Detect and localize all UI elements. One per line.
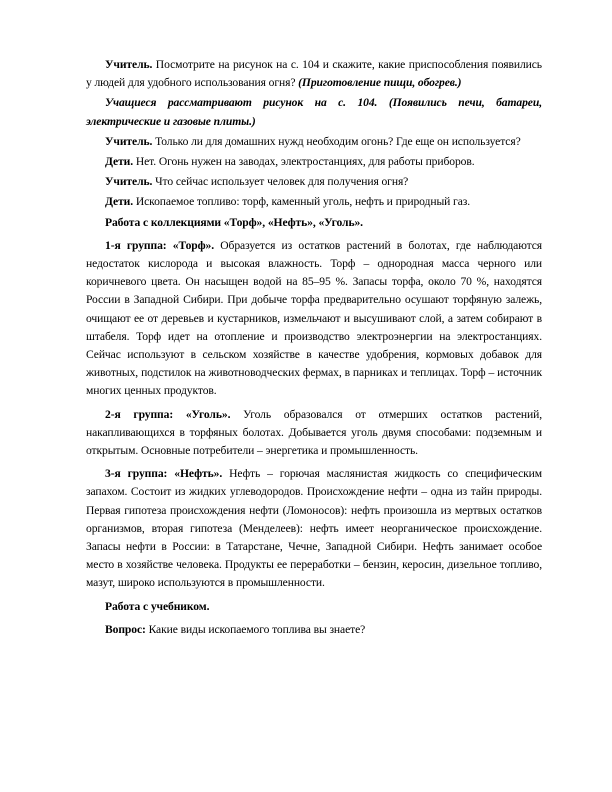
paragraph-text: Учащиеся рассматривают рисунок на с. 104. (Появились печи, батареи, электрические и газовые плиты.) xyxy=(86,96,542,128)
section-heading-collections xyxy=(86,214,542,232)
speaker-label: Учитель. xyxy=(105,134,153,148)
paragraph-text: Нет. Огонь нужен на заводах, электростанциях, для работы приборов. xyxy=(133,155,475,169)
paragraph-text: Только ли для домашних нужд необходим огонь? Где еще он используется? xyxy=(152,134,521,148)
paragraph-group-peat xyxy=(86,237,542,401)
question-label: Вопрос: xyxy=(105,622,146,636)
paragraph-text: Нефть – горючая маслянистая жидкость со специфическим запахом. Состоит из жидких углеводородов. Происхождение нефти – одна из тайн природы. Первая гипотеза происхождения нефти (Ломоносов): нефть произошла из мертвых остатков организмов, вторая гипотеза (Менделеев): нефть имеет неорганическое происхождение. Запасы нефти в России: в Татарстане, Чечне, Западной Сибири. Нефть занимает особое место в хозяйстве человека. Продукты ее переработки – бензин, керосин, дизельное топливо, мазут, широко используются в промышленности. xyxy=(86,467,543,590)
answer-note: (Приготовление пищи, обогрев.) xyxy=(298,76,462,90)
paragraph-students-activity xyxy=(86,94,542,130)
speaker-label: Учитель. xyxy=(105,175,153,189)
speaker-label: Дети. xyxy=(105,195,134,209)
heading-text: Работа с учебником. xyxy=(105,599,210,613)
group-label: 3-я группа: «Нефть». xyxy=(105,467,223,481)
speaker-label: Дети. xyxy=(105,155,134,169)
paragraph-teacher-question-1 xyxy=(86,56,542,92)
heading-text: Работа с коллекциями «Торф», «Нефть», «Уголь». xyxy=(105,215,363,229)
paragraph-children-answer-1 xyxy=(86,153,542,171)
section-heading-textbook xyxy=(86,598,542,616)
group-label: 1-я группа: «Торф». xyxy=(105,238,215,252)
paragraph-text: Что сейчас использует человек для получения огня? xyxy=(152,175,409,189)
paragraph-text: Посмотрите на рисунок на с. 104 и скажите, какие приспособления появились у людей для удобного использования огня? xyxy=(86,58,542,90)
paragraph-text: Ископаемое топливо: торф, каменный уголь, нефть и природный газ. xyxy=(133,195,471,209)
paragraph-group-oil xyxy=(86,465,542,592)
paragraph-children-answer-2 xyxy=(86,193,542,211)
speaker-label: Учитель. xyxy=(105,58,153,71)
paragraph-question xyxy=(86,621,542,639)
paragraph-text: Образуется из остатков растений в болотах, где наблюдаются недостаток кислорода и высокая влажность. Торф – однородная масса черного или коричневого цвета. Он насыщен водой на 85–95 %. Запасы торфа, около 70 %, находятся России в Западной Сибири. При добыче торфа предварительно осушают торфяную залежь, очищают ее от деревьев и кустарников, измельчают и высушивают слой, а затем собирают в штабеля. Торф идет на отопление и производство электроэнергии на электростанциях. Сейчас используют в сельском хозяйстве в качестве удобрения, кормовых добавок для животных, подстилок на животноводческих фермах, в парниках и теплицах. Торф – источник многих ценных продуктов. xyxy=(86,238,542,398)
paragraph-teacher-question-2 xyxy=(86,133,542,151)
paragraph-text: Уголь образовался от отмерших остатков растений, накапливающихся в торфяных болотах. Добывается уголь двумя способами: подземным и открытым. Основные потребители – энергетика и промышленность. xyxy=(86,407,542,458)
paragraph-group-coal xyxy=(86,406,542,461)
paragraph-text: Какие виды ископаемого топлива вы знаете? xyxy=(145,622,366,636)
group-label: 2-я группа: «Уголь». xyxy=(105,407,231,421)
paragraph-teacher-question-3 xyxy=(86,173,542,191)
